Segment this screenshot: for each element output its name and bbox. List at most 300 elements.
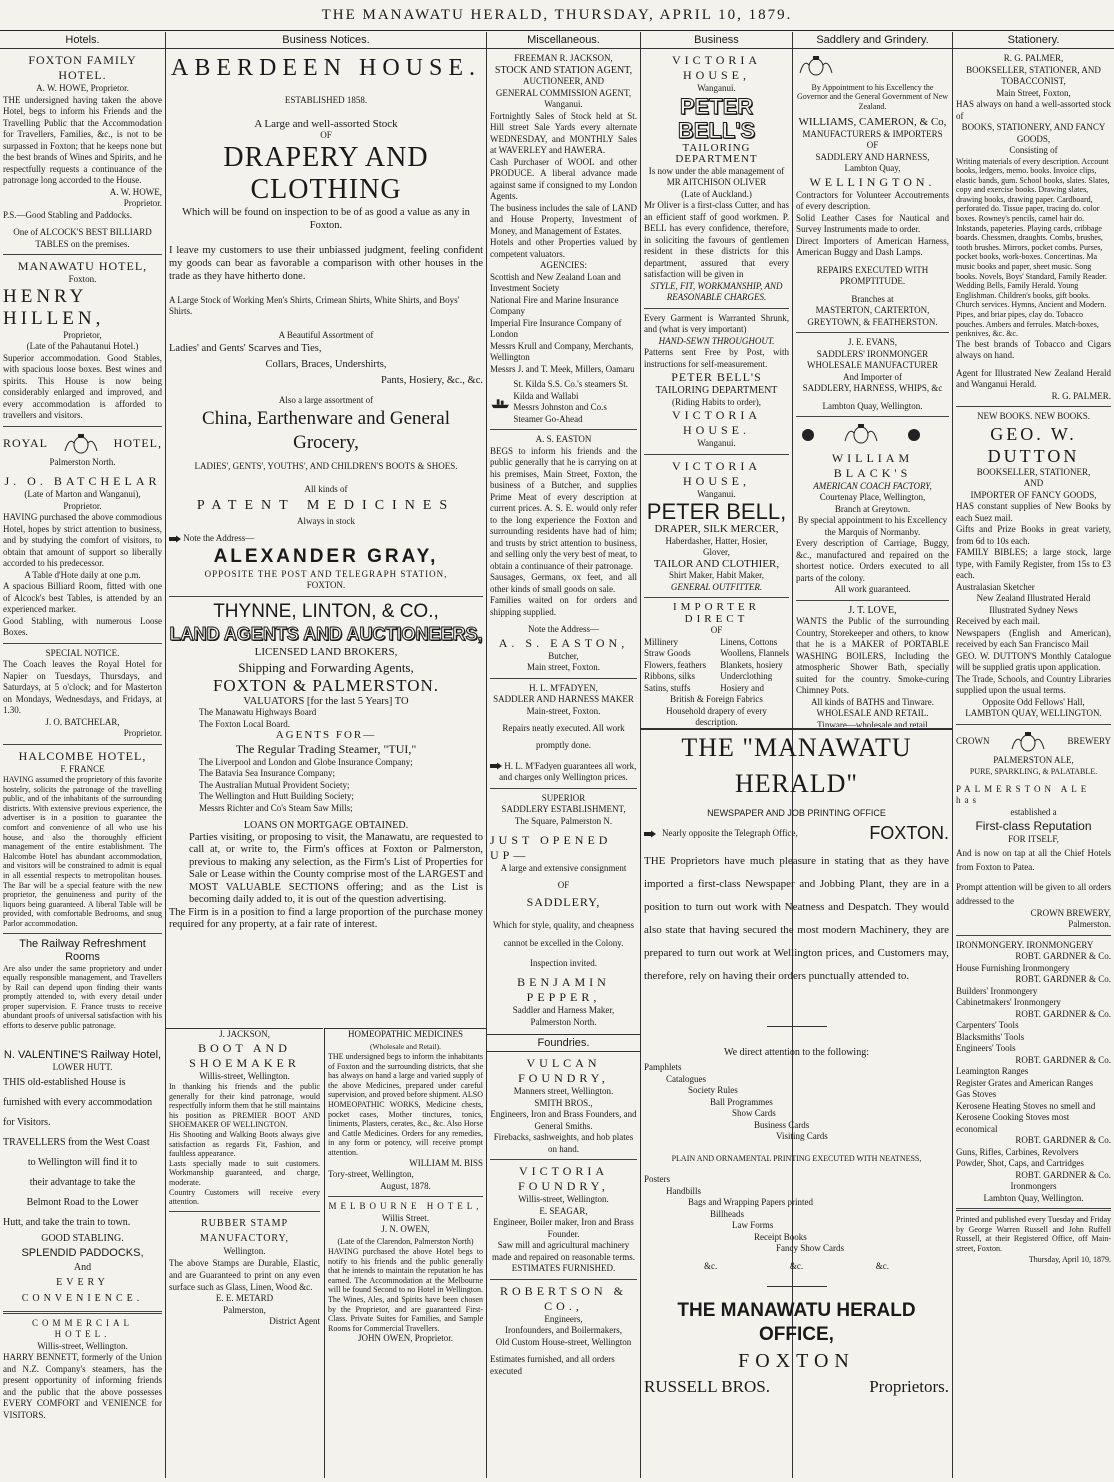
ad-name: J. O. BATCHELAR xyxy=(4,474,161,488)
ad-name: A. S. EASTON, xyxy=(498,635,629,650)
ad-title: IMPORTER DIRECT xyxy=(673,601,760,625)
ad-text: The Manawatu Highways Board xyxy=(199,707,317,717)
ad-text: Powder, Shot, Caps, and Cartridges xyxy=(956,1158,1084,1169)
ad-text: The best brands of Tobacco and Cigars always on hand. xyxy=(956,338,1111,361)
ad-text: (Late of the Clarendon, Palmerston North) xyxy=(337,1236,474,1246)
ad-text: Note the Address— xyxy=(528,624,599,634)
ad-text: The Australian Mutual Provident Society; xyxy=(199,779,350,790)
ad-text: Leamington Ranges xyxy=(956,1066,1029,1077)
ad-headline: PATENT MEDICINES xyxy=(196,497,456,513)
list-item: Millinery xyxy=(644,636,678,647)
ad-headline: THE "MANAWATU HERALD" xyxy=(681,733,912,798)
ad-text: Which for style, quality, and cheapness cannot be excelled in the Colony. xyxy=(492,919,635,948)
list-item: Linens, Cottons xyxy=(720,636,778,647)
list-item: Handbills xyxy=(666,1185,701,1196)
ad-text: National Fire and Marine Insurance Company xyxy=(490,294,619,316)
ad-body: Parties visiting, or proposing to visit, the Manawatu, are requested to call at, or write to, the Firm's offices at Foxton or Palmerston, previous to making any selection, as the Firm's List of Properties for Sale or Lease within the County comprise most of the LARGEST and MOST VALUABLE SECTIONS offering; and as the List is becoming daily added to, it is out of the question advertising. xyxy=(189,831,483,905)
ad-text: All work guaranteed. xyxy=(834,584,911,595)
ad-body: BEGS to inform his friends and the public generally that he is carrying on at his premises, Main Street, Foxton, the business of a Butcher, and supplies Prime Meat of every description at current prices. A. S. E. would only refer to the long experience the Foxton and surrounding residents have had of him; and trusts by strict attention to business, and selling only the very best of meat, to obtain a continuance of their patronage. xyxy=(490,445,637,571)
ad-body: Hotels and other Properties valued by competent valuators. xyxy=(490,237,637,259)
ad-text: FOR ITSELF, xyxy=(1008,834,1059,845)
ad-body: The Firm is in a position to find a large proportion of the purchase money required for any property, at a fair rate of interest. xyxy=(169,906,483,930)
pointing-hand-icon xyxy=(644,830,656,838)
section-header: Business xyxy=(641,32,792,49)
ad-name: R. G. PALMER, xyxy=(1003,53,1064,63)
ad-text: AUCTIONEER, AND xyxy=(523,76,604,86)
ad-name: ROBT. GARDNER & Co. xyxy=(1015,1054,1111,1065)
ad-title: AMERICAN COACH FACTORY, xyxy=(813,480,932,491)
ad-text: Estimates furnished, and all orders executed xyxy=(490,1354,615,1376)
ad-text: Kerosene Heating Stoves no smell and xyxy=(956,1100,1096,1111)
ad-text: The Liverpool and London and Globe Insurance Company; xyxy=(199,756,413,767)
ad-text: A Large Stock of Working Men's Shirts, Crimean Shirts, White Shirts, and Boys' Shirts. xyxy=(169,294,460,316)
ad-text: PALMERSTON ALE has xyxy=(956,783,1091,806)
royal-crest-icon xyxy=(1008,731,1048,753)
ad-text: All kinds of xyxy=(304,484,348,494)
ad-text: (Late of the Pahautanui Hotel.) xyxy=(26,341,139,351)
ad-text: REPAIRS EXECUTED WITH PROMPTITUDE. xyxy=(816,264,929,287)
ad-name: J. E. EVANS, xyxy=(847,337,898,348)
ad-text: A large and extensive consignment xyxy=(500,863,627,873)
ad-text: Engineers' Tools xyxy=(956,1043,1016,1054)
ad-place: Willis Street. xyxy=(381,1212,430,1223)
ad-body: WANTS the Public of the surrounding Country, Storekeeper and others, to know that he is a MAKER of PORTABLE WASHING BOILERS, Including the atmospheric Shower Bath, specially suited for the country. Smoke-curing Chimney Pots. xyxy=(796,616,949,696)
ad-text: Kerosene Cooking Stoves most economical xyxy=(956,1112,1070,1134)
ad-title: SADDLER AND HARNESS MAKER xyxy=(493,694,634,704)
steamship-icon xyxy=(490,392,510,412)
ad-place: The Square, Palmerston N. xyxy=(514,815,613,826)
ad-text: TABLES on the premises. xyxy=(35,238,130,249)
ad-text: Engineers, xyxy=(544,1313,583,1324)
ad-text: HAND-SEWN THROUGHOUT. xyxy=(658,335,775,346)
ad-text: The Regular Trading Steamer, "TUI," xyxy=(235,741,417,756)
ad-text: Patterns sent Free by Post, with instructions for self-measurement. xyxy=(644,347,789,369)
ad-text: Nearly opposite the Telegraph Office, xyxy=(662,828,798,838)
ad-title: MELBOURNE HOTEL, xyxy=(328,1201,483,1212)
ad-title: BOOKSELLER, STATIONER, xyxy=(976,466,1091,477)
printing-list xyxy=(644,1174,949,1255)
ad-text: August, 1878. xyxy=(380,1180,431,1191)
ad-text: AGENCIES: xyxy=(540,260,587,270)
list-item: Hosiery and xyxy=(720,682,764,693)
ad-proprietor: Proprietor. xyxy=(63,500,102,511)
ad-name: ROBT. GARDNER & Co. xyxy=(1015,1169,1111,1180)
ad-name: ROBT. GARDNER & Co. xyxy=(1015,974,1111,985)
masthead: THE MANAWATU HERALD, THURSDAY, APRIL 10, 1879. xyxy=(0,0,1114,31)
ad-text: GENERAL OUTFITTER. xyxy=(670,581,763,592)
ad-text: Ironmongers xyxy=(1010,1181,1057,1192)
ad-name: PETER BELL'S xyxy=(671,370,762,384)
ad-text: NEW BOOKS. NEW BOOKS. xyxy=(977,411,1090,422)
ad-text: Household drapery of every description. xyxy=(666,705,767,727)
ad-signature: A. W. HOWE, xyxy=(109,186,162,197)
ad-signature: E. E. METARD xyxy=(215,1293,274,1304)
ad-title: The Railway Refreshment Rooms xyxy=(19,937,146,963)
ad-place: Lambton Quay, Wellington. xyxy=(983,1192,1084,1203)
ad-text: A Large and well-assorted Stock xyxy=(254,117,398,130)
ad-text: Scottish and New Zealand Loan and Investment Society xyxy=(490,271,621,293)
ad-text: British & Foreign Fabrics xyxy=(670,694,763,704)
ad-signature: CROWN BREWERY, xyxy=(1030,907,1111,918)
ad-title: BOOKS, STATIONERY, AND FANCY GOODS, xyxy=(961,122,1106,144)
ad-headline: THE MANAWATU HERALD OFFICE, xyxy=(677,1300,916,1345)
ad-text: OF xyxy=(320,130,332,140)
ad-text: Tinware—wholesale and retail xyxy=(817,719,928,727)
ad-title: N. VALENTINE'S Railway Hotel, xyxy=(3,1048,162,1061)
ad-text: Butcher, xyxy=(548,650,579,661)
ad-place: LAMBTON QUAY, WELLINGTON. xyxy=(965,708,1102,719)
ad-place: Courtenay Place, Wellington, xyxy=(819,492,926,503)
ad-body: In thanking his friends and the public generally for their kind patronage, would respectfully inform them that he still maintains his position as PREMIER BOOT AND SHOEMAKER OF WELLINGTON. xyxy=(169,1082,320,1130)
ad-text: promptly done. xyxy=(536,739,591,750)
list-item: Flowers, feathers xyxy=(644,659,706,670)
ad-text: Pants, Hosiery, &c., &c. xyxy=(381,375,483,386)
ad-text: The Foxton Local Board. xyxy=(199,718,290,729)
ad-headline: China, Earthenware and General Grocery, xyxy=(202,407,450,453)
ad-title: ROYAL xyxy=(3,436,49,450)
ad-signature: Palmerston, xyxy=(223,1304,266,1315)
ad-name: HENRY HILLEN, xyxy=(3,285,105,329)
ad-text: House Furnishing Ironmongery xyxy=(956,962,1070,973)
ad-headline: JUST OPENED UP— xyxy=(490,833,612,862)
ad-text: Saw mill and agricultural machinery made and repaired on reasonable terms. xyxy=(492,1240,635,1262)
ad-name: E. SEAGAR, xyxy=(539,1205,588,1216)
ad-name: J. T. LOVE, xyxy=(848,604,897,616)
ad-place: Opposite Odd Fellows' Hall, xyxy=(982,696,1085,707)
ad-text: Agent for Illustrated New Zealand Herald and Wanganui Herald. xyxy=(956,367,1111,390)
ad-text: Inspection invited. xyxy=(530,957,597,968)
ad-title: WHOLESALE MANUFACTURER xyxy=(806,360,939,371)
ad-text: Imperial Fire Insurance Company of London xyxy=(490,317,622,339)
ad-place: Palmerston. xyxy=(1068,919,1111,930)
ad-text: Shirt Maker, Habit Maker, xyxy=(668,570,764,580)
ad-place: Branch at Greytown. xyxy=(834,503,911,514)
ad-text: Branches at xyxy=(851,293,894,304)
ad-text: Direct Importers of American Harness, American Buggy and Dash Lamps. xyxy=(796,235,949,258)
ad-text: EVERY CONVENIENCE. xyxy=(21,1276,144,1304)
ad-text: Register Grates and American Ranges xyxy=(956,1077,1093,1088)
list-item: Bags and Wrapping Papers printed xyxy=(688,1197,813,1207)
ad-text: Every Garment is Warranted Shrunk, and (what is very important) xyxy=(644,312,789,334)
ad-place: FOXTON xyxy=(738,1350,855,1372)
ad-name: ROBT. GARDNER & Co. xyxy=(1015,1008,1111,1019)
ad-name: GEO. W. DUTTON xyxy=(987,423,1080,466)
ad-text: Solid Leather Cases for Nautical and Survey Instruments made to order. xyxy=(796,212,949,235)
royal-crest-icon xyxy=(796,423,926,445)
ad-place: Main-street, Foxton. xyxy=(526,705,601,716)
ad-body: The business includes the sale of LAND and House Property, Investment of Money, and Management of Estates. xyxy=(490,202,637,236)
ad-text: WHOLESALE AND RETAIL. xyxy=(816,708,929,719)
ad-text: All kinds of BATHS and Tinware. xyxy=(810,696,934,707)
ad-text: Prompt attention will be given to all orders addressed to the xyxy=(956,881,1111,906)
ad-title: FOXTON FAMILY HOTEL. xyxy=(28,53,137,82)
ad-text: Engineer, Boiler maker, Iron and Brass Founder. xyxy=(493,1217,634,1239)
ad-signature: R. G. PALMER. xyxy=(1051,390,1111,401)
ad-text: H. L. M'Fadyen guarantees all work, xyxy=(504,760,637,771)
ad-text: AND xyxy=(1023,478,1044,489)
saddlery-column xyxy=(793,32,952,727)
ad-title: TAILORING DEPARTMENT xyxy=(655,385,778,396)
ad-text: (Late of Auckland.) xyxy=(681,188,752,199)
ad-body: Sausages, Germans, ox feet, and all other kinds of small goods on sale. xyxy=(490,572,637,594)
ad-name: F. FRANCE xyxy=(60,763,105,774)
ad-text: Ironfounders, and Boilermakers, xyxy=(505,1325,622,1335)
ad-name: SMITH BROS., xyxy=(534,1097,593,1108)
ad-text: &c. xyxy=(875,1260,889,1271)
ad-place: Lambton Quay, xyxy=(844,163,901,174)
ad-headline: PETER BELL, xyxy=(646,499,787,524)
ad-text: Good Stabling, with numerous Loose Boxes. xyxy=(3,615,162,637)
list-item: Catalogues xyxy=(666,1073,706,1084)
ad-title: DRAPER, SILK MERCER, xyxy=(654,523,779,535)
ad-body: THE Proprietors have much pleasure in stating that as they have imported a first-class Newspaper and Jobbing Plant, they are in a position to turn out work with Neatness and Despatch. They would also state that having secured the most modern Machinery, they are prepared to turn out work at Wellington prices, and Customers may, therefore, rely on having their orders punctually attended to. xyxy=(644,854,949,982)
miscellaneous-column xyxy=(487,32,640,1478)
ad-text: Gas Stoves xyxy=(956,1089,997,1100)
ad-text: STYLE, FIT, WORKMANSHIP, AND REASONABLE CHARGES. xyxy=(650,280,783,302)
ad-title: TAILOR AND CLOTHIER, xyxy=(653,557,780,570)
ad-text: One of ALCOCK'S BEST BILLIARD xyxy=(13,227,152,237)
ad-text: The Wellington and Hutt Building Society; xyxy=(199,791,354,801)
ad-text: (Late of Marton and Wanganui), xyxy=(24,489,141,499)
imprint-date: Thursday, April 10, 1879. xyxy=(1028,1254,1111,1264)
ad-place: Main Street, Foxton, xyxy=(996,87,1071,98)
ad-text: We direct attention to the following: xyxy=(724,1046,869,1058)
ad-text: Hutt, and take the train to town. xyxy=(3,1217,131,1229)
ad-title: VICTORIA HOUSE, xyxy=(671,458,762,488)
ad-body: THE undersigned begs to inform the inhabitants of Foxton and the surrounding districts, that she has always on hand a large and varied supply of the above Medicines, prepared under careful supervision, and proved before shipment. ALSO HOMEOPATHIC WORKS, Medicine chests, pocket cases, Mother tinctures, tonics, liniments, Plasters, cerates, &c., &c. Also Horse and Cattle Medicines. Orders for any remedies, in any form or potency, will receive prompt attention. xyxy=(328,1052,483,1157)
ad-text: Carpenters' Tools xyxy=(956,1020,1019,1031)
ad-text: &c. xyxy=(789,1260,804,1271)
ad-body: I leave my customers to use their unbiassed judgment, feeling confident my goods can bear as favorable a comparison with other houses in the trade as they have hitherto done. xyxy=(169,244,483,282)
ad-text: PLAIN AND ORNAMENTAL PRINTING EXECUTED WITH NEATNESS, xyxy=(671,1153,922,1163)
ad-signature: J. O. BATCHELAR, xyxy=(45,716,120,727)
ad-title: H. L. M'FADYEN, xyxy=(529,682,598,693)
ad-text: Shipping and Forwarding Agents, xyxy=(238,659,414,675)
section-header: Foundries. xyxy=(487,1034,640,1052)
ad-body: Cash Purchaser of WOOL and other PRODUCE. A liberal advance made against same if consigned to my London Agents. xyxy=(490,156,637,201)
ad-text: The Trade, Schools, and Country Libraries supplied upon the usual terms. xyxy=(956,673,1111,696)
ad-text: Builders' Ironmongery xyxy=(956,985,1038,996)
ad-place: Wanganui. xyxy=(544,99,583,109)
ad-text: Contractors for Volunteer Accoutrements of every description. xyxy=(796,189,949,212)
ad-text: By Appointment to his Excellency the Governor and the General Government of New Zealand. xyxy=(796,82,949,111)
ad-text: Note the Address— xyxy=(183,533,255,543)
ad-body: Lasts specially made to suit customers. Workmanship guaranteed, and charge, moderate. xyxy=(169,1158,320,1187)
ad-text: Messrs Richter and Co's Steam Saw Mills; xyxy=(199,802,353,813)
pointing-hand-icon xyxy=(490,762,502,770)
ad-place: Willis-street, Wellington. xyxy=(518,1194,609,1204)
ad-text: to Wellington will find it to xyxy=(27,1157,138,1169)
ad-text: TRAVELLERS from the West Coast xyxy=(3,1137,150,1149)
ad-title: VULCAN FOUNDRY, xyxy=(518,1056,609,1085)
ad-text: And is now on tap at all the Chief Hotels from Foxton to Patea. xyxy=(956,847,1111,872)
ad-body: The Coach leaves the Royal Hotel for Napier on Tuesdays, Thursdays, and Saturdays, at 5 o'clock; and for Masterton on Mondays, Wednesdays, and Fridays, at 1.30. xyxy=(3,659,162,715)
ad-text: GEO. W. DUTTON'S Monthly Catalogue will be supplied gratis upon application. xyxy=(956,650,1111,673)
imprint: Printed and published every Tuesday and Friday by George Warren Russell and John Ruffell Russell, at their Registered Office, off Main-street, Foxton. xyxy=(956,1215,1111,1254)
ad-title: BOOKSELLER, STATIONER, AND TOBACCONIST, xyxy=(966,64,1101,86)
list-item: Law Forms xyxy=(732,1220,774,1230)
ad-text: OF xyxy=(866,140,879,151)
ad-headline: DRAPERY AND CLOTHING xyxy=(223,141,429,205)
ad-title: HOMEOPATHIC MEDICINES xyxy=(348,1029,463,1039)
ad-text: St. Kilda S.S. Co.'s steamers St. Kilda and Wallabi xyxy=(513,379,629,401)
ad-text: Newspapers (English and American), received by each San Francisco Mail xyxy=(956,627,1111,650)
royal-crest-icon xyxy=(796,55,836,77)
ad-body: The above Stamps are Durable, Elastic, and are Guaranteed to print on any even surface such as Glass, Linen, Wood &c. xyxy=(169,1258,320,1293)
ad-text: for Visitors. xyxy=(3,1117,51,1129)
ad-title: SADDLERY AND HARNESS, xyxy=(815,151,930,162)
ad-text: Collars, Braces, Undershirts, xyxy=(265,359,387,370)
ad-headline: THYNNE, LINTON, & CO., xyxy=(213,600,439,622)
ad-title: SPECIAL NOTICE. xyxy=(45,647,120,658)
ad-text: Australasian Sketcher xyxy=(956,581,1035,592)
section-header: Saddlery and Grindery. xyxy=(793,32,952,49)
ad-title: SADDLERS' IRONMONGER xyxy=(816,348,929,359)
ad-place: Willis-street, Wellington. xyxy=(37,1340,128,1351)
list-item: Billheads xyxy=(710,1208,744,1219)
ad-title: VICTORIA HOUSE. xyxy=(671,408,762,437)
ad-place: LOWER HUTT. xyxy=(52,1061,113,1072)
ad-text: SUPERIOR xyxy=(541,792,586,803)
ad-signature: JOHN OWEN, Proprietor. xyxy=(358,1333,453,1344)
ad-text: HAS always on hand a well-assorted stock of xyxy=(956,99,1111,121)
ad-title: HALCOMBE HOTEL, xyxy=(18,748,147,763)
ad-name: BENJAMIN PEPPER, xyxy=(517,975,610,1004)
ad-body: HAVING assumed the proprietory of this favorite hostelry, solicits the patronage of the travelling public, and of the inhabitants of the surrounding districts. With extensive previous experience, the advertiser is in a position to guarantee the comfort and convenience of all who use his house, and also the thoroughly efficient management of the entire establishment. The Halcombe Hotel has abundant accommodation, and visitors will be constrained to admit is equal in all essential respects to metropolitan houses. The Bar will be a special feature with the new proprietor, the genuineness and purity of the liquors being guaranteed. A liberal Table will be provided, with comfortable Bedrooms, and snug Parlor accommodation. xyxy=(3,775,162,928)
ad-title: TAILORING DEPARTMENT xyxy=(675,141,758,165)
ad-place: WELLINGTON. xyxy=(809,174,936,189)
ad-body: Mr Oliver is a first-class Cutter, and has an efficient staff of good workmen. P. BELL has every confidence, therefore, in soliciting the favours of gentlemen resident in these districts for this department, assured that every satisfaction will be given in xyxy=(644,200,789,279)
section-header: Stationery. xyxy=(953,32,1114,49)
ad-text: LOANS ON MORTGAGE OBTAINED. xyxy=(243,820,409,831)
ad-text: Repairs neatly executed. All work xyxy=(502,723,625,733)
ad-body: HAVING purchased the above commodious Hotel, hopes by strict attention to business, and by studying the comfort of visitors, to obtain that amount of support so liberally accorded to his predecessor. xyxy=(3,512,162,568)
list-item: Ribbons, silks xyxy=(644,671,696,681)
ad-text: LICENSED LAND BROKERS, xyxy=(254,645,398,658)
ad-body: Are also under the same proprietory and under equally responsible management, and Travellers by Rail can depend upon finding their wants promptly attended to, with every detail under proper supervision. F. France trusts to receive abundant proofs of universal satisfaction with his efforts to deserve public patronage. xyxy=(3,963,162,1031)
ad-headline: ALEXANDER GRAY, xyxy=(213,545,439,567)
ad-place: Old Custom House-street, Wellington xyxy=(495,1336,632,1347)
ad-title: WILLIAMS, CAMERON, & Co, xyxy=(798,116,947,129)
list-item: Pamphlets xyxy=(644,1062,682,1072)
royal-crest-icon xyxy=(61,433,101,455)
ad-signature: District Agent xyxy=(269,1316,320,1327)
ad-text: A Table d'Hote daily at one p.m. xyxy=(24,569,141,580)
list-item: Blankets, hosiery xyxy=(720,659,783,670)
ad-title: RUBBER STAMP MANUFACTORY, xyxy=(200,1217,289,1244)
ad-text: and charges only Wellington prices. xyxy=(499,772,628,782)
section-header: Miscellaneous. xyxy=(487,32,640,49)
ad-text: Messrs Krull and Company, Merchants, Wellington xyxy=(490,340,634,362)
ad-text: Guns, Rifles, Carbines, Revolvers xyxy=(956,1146,1079,1157)
ad-text: PURE, SPARKLING, & PALATABLE. xyxy=(969,767,1098,777)
ad-headline: First-class Reputation xyxy=(975,819,1092,834)
ad-title: HOTEL, xyxy=(113,436,162,450)
ad-title: IMPORTER OF FANCY GOODS, xyxy=(970,489,1097,500)
ad-signature: Proprietors. xyxy=(869,1377,949,1396)
business-column xyxy=(641,32,792,727)
ad-text: FAMILY BIBLES; a large stock, large type, with Family Register, from 15s to £3 each. xyxy=(956,547,1111,581)
ad-text: established a xyxy=(1010,806,1057,817)
ad-text: OF xyxy=(710,625,723,635)
ad-title: ROBERTSON & CO., xyxy=(500,1283,627,1313)
ad-text: New Zealand Illustrated Herald xyxy=(976,593,1091,604)
ad-place: Wanganui. xyxy=(697,83,736,93)
ad-title: VICTORIA HOUSE, xyxy=(671,53,762,82)
ad-title: SADDLERY ESTABLISHMENT, xyxy=(501,804,626,814)
ad-text: SPLENDID PADDOCKS, xyxy=(21,1246,144,1259)
list-item: Satins, stuffs xyxy=(644,682,691,693)
ad-body: Every description of Carriage, Buggy, &c., manufactured and repaired on the shortest notice. Orders executed to all parts of the colony. xyxy=(796,538,949,583)
ad-text: The Batavia Sea Insurance Company; xyxy=(199,768,335,778)
ad-text: Messrs J. and T. Meek, Millers, Oamaru xyxy=(490,363,635,374)
list-item: Receipt Books xyxy=(754,1231,807,1242)
printing-list xyxy=(644,1062,949,1143)
ad-place: Willis-street, Wellington. xyxy=(199,1070,290,1081)
ad-text: A spacious Billiard Room, fitted with one of Alcock's best Tables, is attended by an experienced marker. xyxy=(3,581,162,614)
ad-place: Wanganui. xyxy=(697,438,736,448)
list-item: Underclothing xyxy=(720,671,773,681)
ad-text: Is now under the able management of xyxy=(648,165,785,176)
ad-name: ROBT. GARDNER & Co. xyxy=(1015,951,1111,962)
ad-text: VALUATORS [for the last 5 Years] TO xyxy=(243,695,409,707)
business-notices-column xyxy=(166,32,486,1022)
ad-text: Also a large assortment of xyxy=(278,395,374,405)
pointing-hand-icon xyxy=(169,535,181,543)
ad-text: Haberdasher, Hatter, Hosier, xyxy=(665,535,768,546)
ad-title: BREWERY xyxy=(1067,736,1111,747)
ad-text: MASTERTON, CARTERTON, GREYTOWN, & FEATHERSTON. xyxy=(807,305,938,327)
ad-place: Wellington. xyxy=(223,1245,266,1256)
ad-text: (Riding Habits to order), xyxy=(672,396,761,407)
ad-text: ESTABLISHED 1858. xyxy=(284,95,368,105)
ad-text: &c. xyxy=(704,1260,718,1271)
ad-text: GENERAL COMMISSION AGENT, xyxy=(495,87,632,98)
ad-title: CROWN xyxy=(956,736,990,747)
ad-place: Lambton Quay, Wellington. xyxy=(822,400,923,411)
ad-place: FOXTON. xyxy=(306,580,346,590)
ad-signature: RUSSELL BROS. xyxy=(644,1377,770,1396)
ad-signature: Proprietor. xyxy=(123,728,162,738)
ad-text: Always in stock xyxy=(297,515,355,526)
list-item: Posters xyxy=(644,1174,671,1184)
ad-signature: WILLIAM M. BISS xyxy=(409,1157,483,1168)
ad-title: A. S. EASTON xyxy=(535,434,592,444)
ad-text: (Wholesale and Retail). xyxy=(369,1041,441,1051)
ad-title: COMMERCIAL HOTEL. xyxy=(31,1317,133,1340)
stationery-column xyxy=(953,32,1114,1478)
ad-body: THE undersigned having taken the above Hotel, begs to inform his Friends and the Travelling Public that the Accommodation for Travellers, Families, &c., is not to be surpassed in Foxton; that he keeps none but the best brands of Wines and Spirits, and he respectfully requests a continuance of the patronage long accorded to the House. xyxy=(3,94,162,185)
ad-text: Which will be found on inspection to be of as good a value as any in Foxton. xyxy=(182,206,470,231)
ad-text: A Beautiful Assortment of xyxy=(278,329,374,340)
ad-text: And xyxy=(73,1261,92,1273)
list-item: Society Rules xyxy=(688,1085,738,1095)
ad-headline: LAND AGENTS AND AUCTIONEERS, xyxy=(169,623,483,644)
ad-text: GOOD STABLING. xyxy=(41,1233,124,1245)
ad-headline: SADDLERY, xyxy=(526,894,601,909)
ad-title: VICTORIA FOUNDRY, xyxy=(518,1164,609,1193)
ad-text: And Importer of xyxy=(843,371,902,382)
ad-text: Saddler and Harness Maker, xyxy=(512,1005,615,1015)
ad-place: Manners street, Wellington. xyxy=(513,1086,614,1096)
ad-proprietor: A. W. HOWE, Proprietor. xyxy=(36,83,129,93)
ad-title: PALMERSTON ALE, xyxy=(993,754,1074,765)
ad-title: BOOT AND SHOEMAKER xyxy=(189,1040,300,1070)
ad-text: Engineers, Iron and Brass Founders, and General Smiths. xyxy=(490,1109,637,1131)
ad-text: HAS constant supplies of New Books by each Suez mail. xyxy=(956,501,1111,523)
ad-text: Ladies' and Gents' Scarves and Ties, xyxy=(169,343,322,354)
ad-text: ESTIMATES FURNISHED. xyxy=(511,1263,616,1273)
